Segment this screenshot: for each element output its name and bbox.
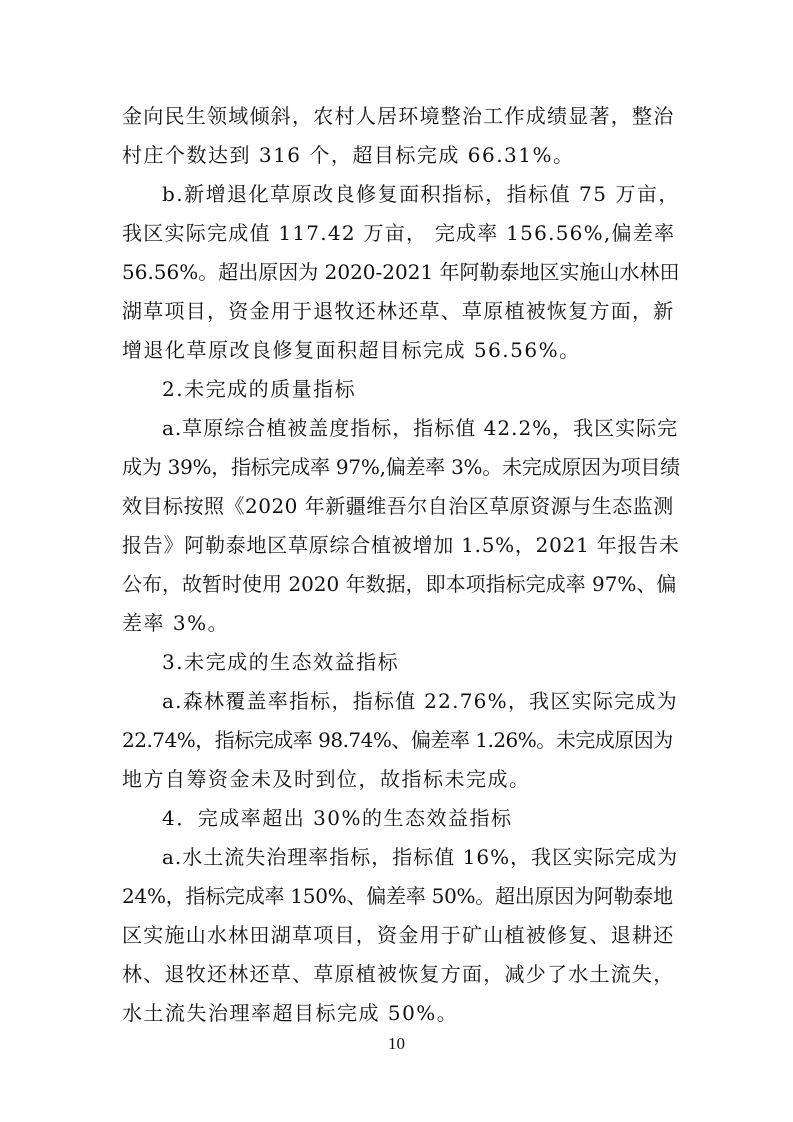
text-line: 村庄个数达到 316 个，超目标完成 66.31%。 [122, 143, 575, 167]
text-line: 地方自筹资金未及时到位，故指标未完成。 [122, 767, 531, 791]
paragraph-start: a.水土流失治理率指标，指标值 16%，我区实际完成为 [162, 845, 679, 869]
text-line: 我区实际完成值 117.42 万亩， 完成率 156.56%,偏差率 [122, 221, 676, 245]
text-line: 成为 39%，指标完成率 97%,偏差率 3%。未完成原因为项目绩 [122, 455, 680, 479]
paragraph-start: b.新增退化草原改良修复面积指标，指标值 75 万亩， [162, 182, 680, 206]
text-line: 公布，故暂时使用 2020 年数据，即本项指标完成率 97%、偏 [122, 572, 677, 596]
text-line: 区实施山水林田湖草项目，资金用于矿山植被修复、退耕还 [122, 923, 675, 947]
page-number: 10 [388, 1034, 405, 1053]
section-heading: 4．完成率超出 30%的生态效益指标 [162, 806, 513, 830]
text-line: 56.56%。超出原因为 2020-2021 年阿勒泰地区实施山水林田 [122, 260, 680, 284]
paragraph-start: a.森林覆盖率指标，指标值 22.76%，我区实际完成为 [162, 689, 678, 713]
text-line: 水土流失治理率超目标完成 50%。 [122, 1001, 459, 1025]
text-line: 24%，指标完成率 150%、偏差率 50%。超出原因为阿勒泰地 [122, 884, 673, 908]
text-line: 22.74%，指标完成率 98.74%、偏差率 1.26%。未完成原因为 [122, 728, 673, 752]
text-line: 效目标按照《2020 年新疆维吾尔自治区草原资源与生态监测 [122, 494, 674, 518]
section-heading: 3.未完成的生态效益指标 [162, 650, 400, 674]
text-line: 报告》阿勒泰地区草原综合植被增加 1.5%，2021 年报告未 [122, 533, 680, 557]
text-line: 增退化草原改良修复面积超目标完成 56.56%。 [122, 338, 581, 362]
text-line: 差率 3%。 [122, 611, 230, 635]
text-line: 金向民生领域倾斜，农村人居环境整治工作成绩显著，整治 [122, 104, 675, 128]
paragraph-start: a.草原综合植被盖度指标，指标值 42.2%，我区实际完 [162, 416, 679, 440]
section-heading: 2.未完成的质量指标 [162, 377, 357, 401]
text-line: 林、退牧还林还草、草原植被恢复方面，减少了水土流失， [122, 962, 675, 986]
text-line: 湖草项目，资金用于退牧还林还草、草原植被恢复方面，新 [122, 299, 675, 323]
